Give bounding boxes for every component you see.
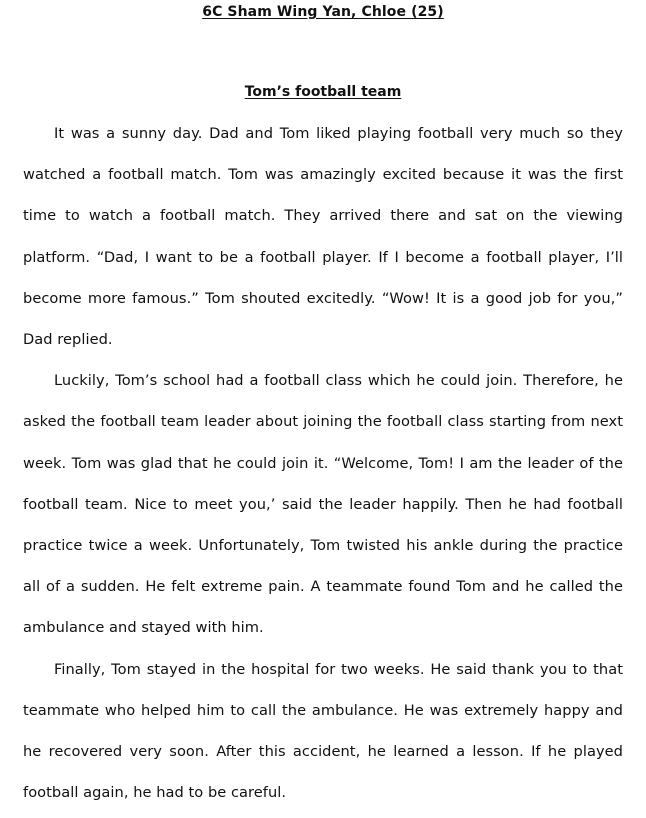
student-name-label: 6C Sham Wing Yan, Chloe (25)	[202, 4, 444, 20]
paragraph-3: Finally, Tom stayed in the hospital for two weeks. He said thank you to that teammate who helped him to call the ambulance. He was extremely happy and he recovered very soon. After this accident, he learned a lesson. If he played football again, he had to be careful.	[23, 660, 623, 802]
student-header	[0, 4, 646, 20]
essay-title	[0, 84, 646, 100]
essay-body	[23, 113, 623, 813]
paragraph-2: Luckily, Tom’s school had a football class which he could join. Therefore, he asked the football team leader about joining the football class starting from next week. Tom was glad that he could join it. “Welcome, Tom! I am the leader of the football team. Nice to meet you,’ said the leader happily. Then he had football practice twice a week. Unfortunately, Tom twisted his ankle during the practice all of a sudden. He felt extreme pain. A teammate found Tom and he called the ambulance and stayed with him.	[23, 372, 623, 637]
essay-title-text: Tom’s football team	[244, 84, 402, 100]
paragraph-1: It was a sunny day. Dad and Tom liked playing football very much so they watched a football match. Tom was amazingly excited because it was the first time to watch a football match. They arrived there and sat on the viewing platform. “Dad, I want to be a football player. If I become a football player, I’ll become more famous.” Tom shouted excitedly. “Wow! It is a good job for you,” Dad replied.	[23, 125, 623, 349]
